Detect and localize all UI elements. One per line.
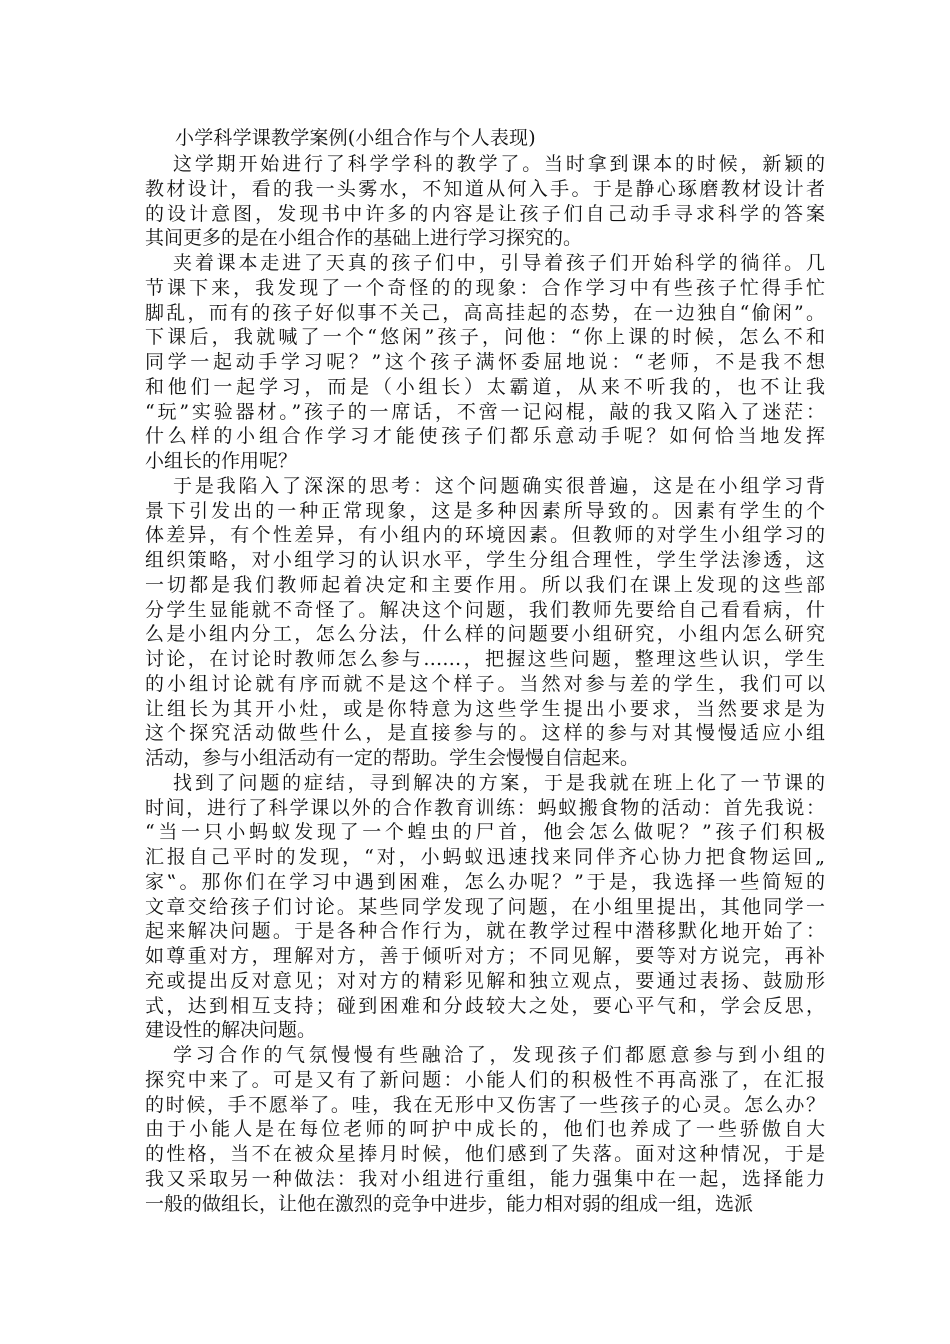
paragraph-line: 这个探究活动做些什么，是直接参与的。这样的参与对其慢慢适应小组 bbox=[145, 722, 825, 745]
paragraph-line: 让组长为其开小灶，或是你特意为这些学生提出小要求，当然要求是为 bbox=[145, 697, 825, 720]
paragraph-line: 学习合作的气氛慢慢有些融洽了，发现孩子们都愿意参与到小组的 bbox=[173, 1044, 825, 1066]
paragraph-line: 其间更多的是在小组合作的基础上进行学习探究的。 bbox=[145, 227, 583, 250]
paragraph-container bbox=[145, 152, 825, 1216]
paragraph-line: 脚乱，而有的孩子好似事不关己，高高挂起的态势，在一边独自“偷闲”。 bbox=[145, 301, 825, 324]
paragraph bbox=[145, 771, 825, 1043]
paragraph-line: 找到了问题的症结，寻到解决的方案，于是我就在班上化了一节课的 bbox=[173, 771, 825, 794]
paragraph-line: 探究中来了。可是又有了新问题：小能人们的积极性不再高涨了，在汇报 bbox=[145, 1068, 825, 1091]
paragraph-line: 式，达到相互支持；碰到困难和分歧较大之处，要心平气和，学会反思， bbox=[145, 994, 825, 1017]
paragraph-line: 夹着课本走进了天真的孩子们中，引导着孩子们开始科学的徜徉。几 bbox=[173, 252, 825, 274]
paragraph-line: 小组长的作用呢？ bbox=[145, 450, 298, 472]
document-body bbox=[145, 125, 825, 1216]
paragraph-line: 同学一起动手学习呢？”这个孩子满怀委屈地说：“老师，不是我不想 bbox=[145, 351, 825, 373]
paragraph-line: 汇报自己平时的发现，“对，小蚂蚁迅速找来同伴齐心协力把食物运回„ bbox=[145, 846, 825, 868]
document-title: 小学科学课教学案例(小组合作与个人表现) bbox=[175, 127, 536, 149]
paragraph bbox=[145, 251, 825, 474]
paragraph-line: 一切都是我们教师起着决定和主要作用。所以我们在课上发现的这些部 bbox=[145, 573, 825, 596]
paragraph-line: “当一只小蚂蚁发现了一个蝗虫的尸首，他会怎么做呢？”孩子们积极 bbox=[145, 821, 825, 844]
paragraph-line: 和他们一起学习，而是（小组长）太霸道，从来不听我的，也不让我 bbox=[145, 375, 825, 398]
paragraph-line: 于是我陷入了深深的思考：这个问题确实很普遍，这是在小组学习背 bbox=[173, 474, 825, 497]
paragraph bbox=[145, 474, 825, 771]
paragraph-line: 的小组讨论就有序而就不是这个样子。当然对参与差的学生，我们可以 bbox=[145, 672, 825, 695]
paragraph-line: 下课后，我就喊了一个“悠闲”孩子，问他：“你上课的时候，怎么不和 bbox=[145, 326, 825, 349]
paragraph-line: 教材设计，看的我一头雾水，不知道从何入手。于是静心琢磨教材设计者 bbox=[145, 177, 825, 200]
paragraph-line: 这学期开始进行了科学学科的教学了。当时拿到课本的时候，新颖的 bbox=[173, 153, 825, 175]
paragraph-line: 如尊重对方，理解对方，善于倾听对方；不同见解，要等对方说完，再补 bbox=[145, 945, 825, 967]
paragraph-line: 一般的做组长，让他在激烈的竞争中进步，能力相对弱的组成一组，选派 bbox=[145, 1192, 754, 1215]
paragraph-line: 时间，进行了科学课以外的合作教育训练：蚂蚁搬食物的活动：首先我说： bbox=[145, 796, 825, 819]
paragraph-line: 充或提出反对意见；对对方的精彩见解和独立观点，要通过表扬、鼓励形 bbox=[145, 969, 825, 992]
paragraph-line: 的性格，当不在被众星捧月时候，他们感到了失落。面对这种情况，于是 bbox=[145, 1143, 825, 1165]
paragraph-line: 的设计意图，发现书中许多的内容是让孩子们自己动手寻求科学的答案 bbox=[145, 202, 825, 225]
paragraph-line: 活动，参与小组活动有一定的帮助。学生会慢慢自信起来。 bbox=[145, 747, 640, 769]
paragraph bbox=[145, 1043, 825, 1216]
paragraph-line: 我又采取另一种做法：我对小组进行重组，能力强集中在一起，选择能力 bbox=[145, 1167, 825, 1190]
paragraph-line: 什么样的小组合作学习才能使孩子们都乐意动手呢？如何恰当地发挥 bbox=[145, 425, 825, 448]
paragraph-line: 建设性的解决问题。 bbox=[145, 1019, 317, 1042]
paragraph-line: 文章交给孩子们讨论。某些同学发现了问题，在小组里提出，其他同学一 bbox=[145, 895, 825, 918]
paragraph bbox=[145, 152, 825, 251]
paragraph-line: 景下引发出的一种正常现象，这是多种因素所导致的。因素有学生的个 bbox=[145, 499, 825, 522]
paragraph-line: 体差异，有个性差异，有小组内的环境因素。但教师的对学生小组学习的 bbox=[145, 524, 825, 547]
paragraph-line: 分学生显能就不奇怪了。解决这个问题，我们教师先要给自己看看病，什 bbox=[145, 598, 825, 621]
paragraph-line: 的时候，手不愿举了。哇，我在无形中又伤害了一些孩子的心灵。怎么办？ bbox=[145, 1093, 825, 1116]
paragraph-line: 么是小组内分工，怎么分法，什么样的问题要小组研究，小组内怎么研究 bbox=[145, 623, 825, 646]
paragraph-line: 家‟。那你们在学习中遇到困难，怎么办呢？”于是，我选择一些简短的 bbox=[145, 870, 825, 893]
paragraph-line: “玩”实验器材。”孩子的一席话，不啻一记闷棍，敲的我又陷入了迷茫： bbox=[145, 400, 825, 423]
paragraph-line: 起来解决问题。于是各种合作行为，就在教学过程中潜移默化地开始了： bbox=[145, 920, 825, 943]
paragraph-line: 由于小能人是在每位老师的呵护中成长的，他们也养成了一些骄傲自大 bbox=[145, 1118, 825, 1141]
paragraph-line: 组织策略，对小组学习的认识水平，学生分组合理性，学生学法渗透，这 bbox=[145, 549, 825, 571]
paragraph-line: 节课下来，我发现了一个奇怪的的现象：合作学习中有些孩子忙得手忙 bbox=[145, 276, 825, 299]
paragraph-line: 讨论，在讨论时教师怎么参与……，把握这些问题，整理这些认识，学生 bbox=[145, 648, 825, 670]
